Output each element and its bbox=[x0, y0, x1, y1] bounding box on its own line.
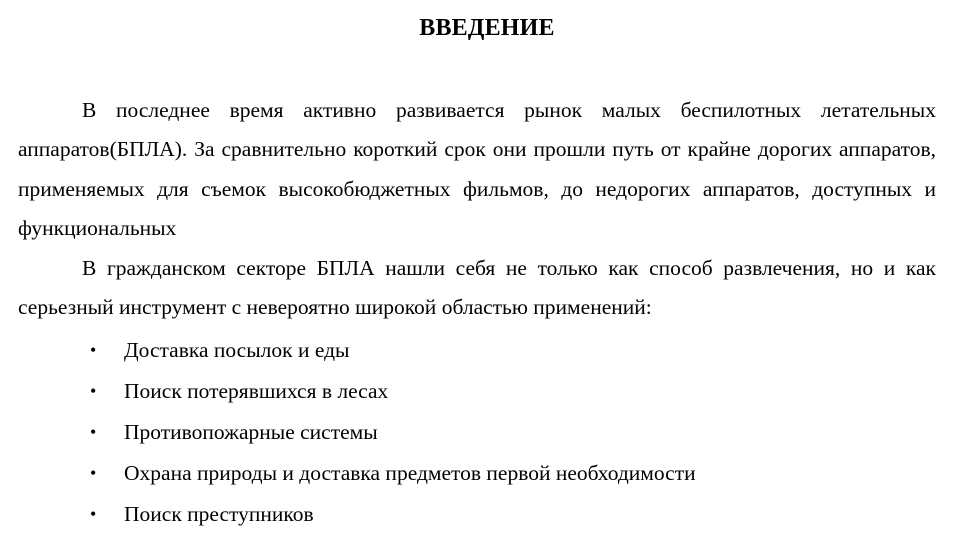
list-item-text: Противопожарные системы bbox=[124, 420, 378, 444]
list-item-text: Доставка посылок и еды bbox=[124, 338, 350, 362]
list-item bbox=[0, 371, 974, 412]
applications-list bbox=[0, 330, 974, 535]
list-item-text: Поиск преступников bbox=[124, 502, 314, 526]
page-title: ВВЕДЕНИЕ bbox=[419, 15, 555, 41]
list-item-text: Поиск потерявшихся в лесах bbox=[124, 379, 389, 403]
bullet-icon: • bbox=[90, 422, 97, 442]
civil-sector-paragraph: В гражданском секторе БПЛА нашли себя не только как способ развлечения, но и как серьезный инструмент с невероятно широкой областью применений: bbox=[18, 256, 936, 320]
intro-paragraph: В последнее время активно развивается рынок малых беспилотных летательных аппаратов(БПЛА). За сравнительно короткий срок они прошли путь от крайне дорогих аппаратов, применяемых для съемок высокобюджетных фильмов, до недорогих аппаратов, доступных и функциональных bbox=[18, 98, 936, 240]
list-item bbox=[0, 453, 974, 494]
list-item-text: Охрана природы и доставка предметов первой необходимости bbox=[124, 461, 696, 485]
list-item bbox=[0, 330, 974, 371]
bullet-icon: • bbox=[90, 381, 97, 401]
bullet-icon: • bbox=[90, 463, 97, 483]
list-item bbox=[0, 494, 974, 535]
list-item bbox=[0, 412, 974, 453]
bullet-icon: • bbox=[90, 340, 97, 360]
bullet-icon: • bbox=[90, 504, 97, 524]
